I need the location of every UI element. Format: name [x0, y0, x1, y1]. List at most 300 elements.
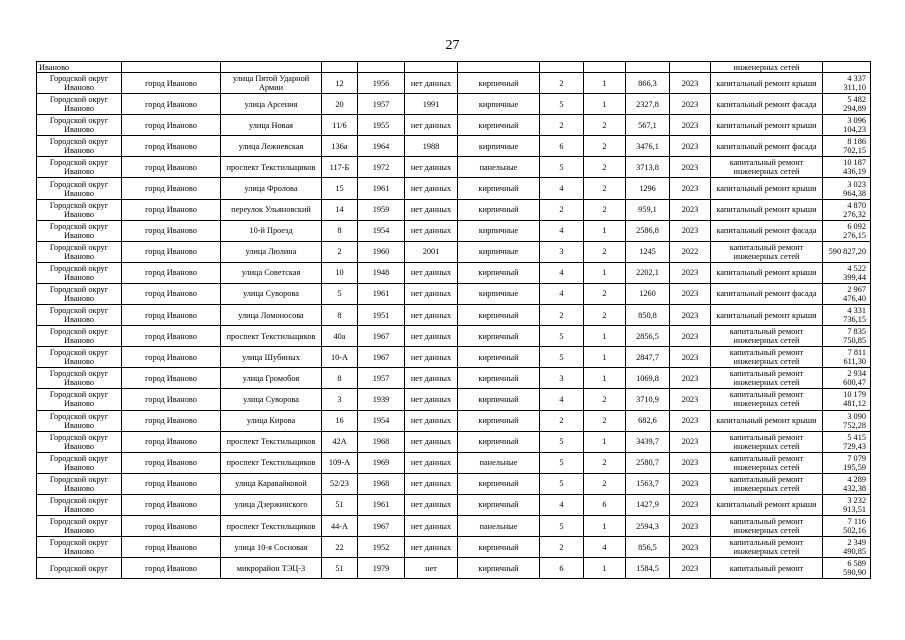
cell-year-renovated: нет данных	[405, 262, 458, 283]
cell-wall-material: кирпичный	[458, 389, 540, 410]
cell-house: 22	[322, 537, 358, 558]
cell-district: Городской округ Иваново	[37, 326, 122, 347]
cell-cost: 4 870 276,32	[823, 199, 871, 220]
cell-area: 3439,7	[626, 431, 670, 452]
cell-wall-material: кирпичный	[458, 558, 540, 579]
cell-year-built: 1968	[358, 431, 405, 452]
cell-house: 51	[322, 494, 358, 515]
cell-city: город Иваново	[122, 94, 221, 115]
cell-plan-year: 2023	[670, 473, 711, 494]
cell-plan-year: 2023	[670, 305, 711, 326]
cell-work-type: капитальный ремонт фасада	[711, 283, 823, 304]
cell-district: Городской округ Иваново	[37, 241, 122, 262]
cell-year-renovated: 1991	[405, 94, 458, 115]
cell-year-built: 1956	[358, 73, 405, 94]
cell-plan-year: 2023	[670, 494, 711, 515]
cell-wall-material: панельные	[458, 515, 540, 536]
cell-year-renovated: нет данных	[405, 473, 458, 494]
cell-area: 1563,7	[626, 473, 670, 494]
cell-entrances: 1	[584, 220, 626, 241]
cell-house: 44-А	[322, 515, 358, 536]
cell-entrances: 1	[584, 368, 626, 389]
cell-plan-year: 2023	[670, 199, 711, 220]
cell-work-type: капитальный ремонт инженерных сетей	[711, 473, 823, 494]
cell-plan-year: 2023	[670, 136, 711, 157]
cell-plan-year: 2022	[670, 241, 711, 262]
cell-entrances: 1	[584, 262, 626, 283]
cell-city: город Иваново	[122, 73, 221, 94]
cell-wall-material: кирпичные	[458, 241, 540, 262]
cell-floors: 2	[540, 410, 584, 431]
cell-house: 16	[322, 410, 358, 431]
table-row	[37, 410, 871, 431]
table-row	[37, 452, 871, 473]
table-row	[37, 241, 871, 262]
table-row	[37, 515, 871, 536]
cell-city: город Иваново	[122, 452, 221, 473]
cell-year-renovated: нет данных	[405, 199, 458, 220]
cell-house: 52/23	[322, 473, 358, 494]
cell-street: проспект Текстильщиков	[221, 452, 322, 473]
table-row	[37, 115, 871, 136]
cell-floors: 2	[540, 305, 584, 326]
table-row	[37, 136, 871, 157]
cell-house: 3	[322, 389, 358, 410]
cell-city: город Иваново	[122, 347, 221, 368]
cell-wall-material: кирпичный	[458, 326, 540, 347]
cell-cost: 3 096 104,23	[823, 115, 871, 136]
cell-wall-material: кирпичные	[458, 94, 540, 115]
cell-cost: 5 415 729,43	[823, 431, 871, 452]
cell-work-type: инженерных сетей	[711, 62, 823, 73]
cell-cost: 3 023 964,38	[823, 178, 871, 199]
table-row	[37, 389, 871, 410]
cell-plan-year: 2023	[670, 410, 711, 431]
cell-work-type: капитальный ремонт инженерных сетей	[711, 537, 823, 558]
cell-cost: 7 811 611,30	[823, 347, 871, 368]
cell-street: проспект Текстильщиков	[221, 326, 322, 347]
cell-area: 850,8	[626, 305, 670, 326]
cell-district: Городской округ Иваново	[37, 283, 122, 304]
cell-house: 14	[322, 199, 358, 220]
cell-city: город Иваново	[122, 410, 221, 431]
cell-street: переулок Ульяновский	[221, 199, 322, 220]
cell-plan-year: 2023	[670, 220, 711, 241]
cell-cost: 3 232 913,51	[823, 494, 871, 515]
cell-house: 12	[322, 73, 358, 94]
cell-house: 5	[322, 283, 358, 304]
cell-cost: 4 337 311,10	[823, 73, 871, 94]
cell-district: Городской округ Иваново	[37, 473, 122, 494]
cell-house: 136а	[322, 136, 358, 157]
cell-year-renovated: 2001	[405, 241, 458, 262]
cell-wall-material: кирпичный	[458, 115, 540, 136]
cell-city: город Иваново	[122, 199, 221, 220]
cell-city: город Иваново	[122, 473, 221, 494]
cell-area: 1427,9	[626, 494, 670, 515]
cell-wall-material: кирпичный	[458, 262, 540, 283]
cell-year-renovated: нет данных	[405, 178, 458, 199]
cell-cost: 590 827,20	[823, 241, 871, 262]
cell-plan-year: 2023	[670, 537, 711, 558]
cell-entrances: 1	[584, 94, 626, 115]
cell-year-renovated: нет данных	[405, 347, 458, 368]
cell-district: Городской округ Иваново	[37, 494, 122, 515]
cell-area: 2327,8	[626, 94, 670, 115]
cell-street: улица Суворова	[221, 389, 322, 410]
cell-city: город Иваново	[122, 241, 221, 262]
cell-plan-year: 2023	[670, 515, 711, 536]
cell-year-built: 1961	[358, 494, 405, 515]
cell-floors: 2	[540, 537, 584, 558]
cell-year-built: 1979	[358, 558, 405, 579]
cell-year-built: 1972	[358, 157, 405, 178]
cell-street: улица Люлина	[221, 241, 322, 262]
table-row	[37, 262, 871, 283]
cell-plan-year: 2023	[670, 262, 711, 283]
cell-street: улица Суворова	[221, 283, 322, 304]
cell-plan-year: 2023	[670, 115, 711, 136]
cell-year-built: 1948	[358, 262, 405, 283]
table-row	[37, 473, 871, 494]
cell-cost: 6 589 590,90	[823, 558, 871, 579]
cell-wall-material: кирпичные	[458, 220, 540, 241]
cell-entrances: 4	[584, 537, 626, 558]
cell-wall-material: кирпичный	[458, 73, 540, 94]
buildings-table	[36, 61, 871, 579]
cell-year-built: 1951	[358, 305, 405, 326]
cell-district: Городской округ Иваново	[37, 305, 122, 326]
cell-wall-material: кирпичный	[458, 199, 540, 220]
cell-district: Городской округ Иваново	[37, 537, 122, 558]
cell-plan-year: 2023	[670, 368, 711, 389]
cell-year-renovated: нет данных	[405, 73, 458, 94]
cell-year-built: 1959	[358, 199, 405, 220]
cell-year-renovated: 1988	[405, 136, 458, 157]
table-row	[37, 283, 871, 304]
cell-area: 1260	[626, 283, 670, 304]
cell-plan-year: 2023	[670, 157, 711, 178]
cell-house: 40а	[322, 326, 358, 347]
cell-city: город Иваново	[122, 537, 221, 558]
table-row	[37, 73, 871, 94]
cell-year-built: 1968	[358, 473, 405, 494]
cell-plan-year: 2023	[670, 347, 711, 368]
cell-district: Городской округ Иваново	[37, 73, 122, 94]
cell-work-type: капитальный ремонт крыши	[711, 410, 823, 431]
cell-entrances: 2	[584, 115, 626, 136]
cell-year-renovated: нет данных	[405, 494, 458, 515]
cell-area: 567,1	[626, 115, 670, 136]
cell-district: Городской округ Иваново	[37, 515, 122, 536]
cell-floors: 4	[540, 262, 584, 283]
cell-year-built: 1967	[358, 347, 405, 368]
cell-entrances: 1	[584, 326, 626, 347]
cell-street: улица Лежневская	[221, 136, 322, 157]
cell-street: улица Фролова	[221, 178, 322, 199]
cell-year-built: 1961	[358, 283, 405, 304]
cell-area: 1584,5	[626, 558, 670, 579]
cell-entrances: 1	[584, 558, 626, 579]
cell-plan-year: 2023	[670, 389, 711, 410]
cell-year-renovated: нет	[405, 558, 458, 579]
cell-work-type: капитальный ремонт инженерных сетей	[711, 157, 823, 178]
cell-house: 11/6	[322, 115, 358, 136]
cell-city: город Иваново	[122, 157, 221, 178]
cell-floors: 3	[540, 368, 584, 389]
table-row	[37, 347, 871, 368]
cell-house: 8	[322, 220, 358, 241]
cell-year-built: 1955	[358, 115, 405, 136]
cell-work-type: капитальный ремонт инженерных сетей	[711, 347, 823, 368]
cell-floors: 6	[540, 136, 584, 157]
cell-street: улица Дзержинского	[221, 494, 322, 515]
cell-cost: 7 116 502,16	[823, 515, 871, 536]
cell-district: Городской округ Иваново	[37, 136, 122, 157]
cell-entrances: 2	[584, 389, 626, 410]
cell-floors: 2	[540, 115, 584, 136]
cell-year-renovated: нет данных	[405, 220, 458, 241]
cell-cost: 10 179 481,12	[823, 389, 871, 410]
cell-city: город Иваново	[122, 115, 221, 136]
cell-year-built: 1952	[358, 537, 405, 558]
cell-entrances: 2	[584, 452, 626, 473]
cell-wall-material: кирпичный	[458, 178, 540, 199]
cell-work-type: капитальный ремонт крыши	[711, 494, 823, 515]
cell-wall-material: кирпичный	[458, 431, 540, 452]
cell-work-type: капитальный ремонт	[711, 558, 823, 579]
table-row	[37, 94, 871, 115]
cell-street: улица Шубиных	[221, 347, 322, 368]
cell-work-type: капитальный ремонт крыши	[711, 199, 823, 220]
cell-year-renovated: нет данных	[405, 326, 458, 347]
cell-year-renovated: нет данных	[405, 283, 458, 304]
cell-year-renovated: нет данных	[405, 115, 458, 136]
cell-district: Городской округ	[37, 558, 122, 579]
table-row	[37, 326, 871, 347]
cell-floors: 4	[540, 494, 584, 515]
cell-plan-year: 2023	[670, 558, 711, 579]
cell-wall-material: панельные	[458, 157, 540, 178]
cell-district: Городской округ Иваново	[37, 431, 122, 452]
cell-district: Городской округ Иваново	[37, 368, 122, 389]
cell-plan-year: 2023	[670, 431, 711, 452]
cell-district: Городской округ Иваново	[37, 220, 122, 241]
cell-area: 866,3	[626, 73, 670, 94]
cell-work-type: капитальный ремонт крыши	[711, 262, 823, 283]
cell-city: город Иваново	[122, 262, 221, 283]
cell-district: Городской округ Иваново	[37, 157, 122, 178]
cell-year-renovated: нет данных	[405, 410, 458, 431]
cell-area: 2594,3	[626, 515, 670, 536]
cell-year-built: 1954	[358, 220, 405, 241]
cell-floors: 5	[540, 515, 584, 536]
continuation-row	[37, 62, 871, 73]
cell-work-type: капитальный ремонт инженерных сетей	[711, 515, 823, 536]
cell-house: 2	[322, 241, 358, 262]
cell-year-renovated: нет данных	[405, 431, 458, 452]
cell-city: город Иваново	[122, 389, 221, 410]
cell-entrances: 1	[584, 347, 626, 368]
cell-street: 10-й Проезд	[221, 220, 322, 241]
cell-floors: 5	[540, 347, 584, 368]
cell-entrances: 2	[584, 241, 626, 262]
cell-plan-year: 2023	[670, 178, 711, 199]
table-row	[37, 220, 871, 241]
cell-cost: 8 186 702,15	[823, 136, 871, 157]
cell-house: 20	[322, 94, 358, 115]
cell-area: 3713,8	[626, 157, 670, 178]
cell-street: улица Ломоносова	[221, 305, 322, 326]
cell-cost: 7 079 195,59	[823, 452, 871, 473]
cell-city: город Иваново	[122, 515, 221, 536]
cell-street: проспект Текстильщиков	[221, 431, 322, 452]
cell-street: проспект Текстильщиков	[221, 515, 322, 536]
cell-plan-year: 2023	[670, 73, 711, 94]
cell-entrances: 1	[584, 515, 626, 536]
cell-city: город Иваново	[122, 178, 221, 199]
cell-street: улица Советская	[221, 262, 322, 283]
cell-area: 3476,1	[626, 136, 670, 157]
cell-work-type: капитальный ремонт фасада	[711, 220, 823, 241]
cell-city: город Иваново	[122, 326, 221, 347]
table-row	[37, 494, 871, 515]
table-row	[37, 305, 871, 326]
table-row	[37, 178, 871, 199]
cell-plan-year: 2023	[670, 452, 711, 473]
cell-floors: 4	[540, 220, 584, 241]
table-row	[37, 558, 871, 579]
cell-street: улица Арсения	[221, 94, 322, 115]
cell-street: улица Пятой Ударной Армии	[221, 73, 322, 94]
cell-street: улица 10-я Сосновая	[221, 537, 322, 558]
cell-wall-material: кирпичный	[458, 347, 540, 368]
cell-house: 42А	[322, 431, 358, 452]
cell-district: Городской округ Иваново	[37, 94, 122, 115]
table-row	[37, 431, 871, 452]
cell-street: проспект Текстильщиков	[221, 157, 322, 178]
cell-floors: 3	[540, 241, 584, 262]
cell-work-type: капитальный ремонт фасада	[711, 94, 823, 115]
cell-wall-material: кирпичный	[458, 494, 540, 515]
cell-floors: 5	[540, 452, 584, 473]
cell-cost: 3 090 752,28	[823, 410, 871, 431]
cell-city: город Иваново	[122, 494, 221, 515]
cell-floors: 5	[540, 326, 584, 347]
page-number: 27	[445, 38, 460, 53]
cell-area: 3710,9	[626, 389, 670, 410]
cell-year-built: 1954	[358, 410, 405, 431]
cell-work-type: капитальный ремонт крыши	[711, 73, 823, 94]
cell-entrances: 1	[584, 431, 626, 452]
table-row	[37, 537, 871, 558]
cell-cost: 5 482 294,89	[823, 94, 871, 115]
cell-street: улица Каравайковой	[221, 473, 322, 494]
cell-street: микрорайон ТЭЦ-3	[221, 558, 322, 579]
cell-floors: 2	[540, 73, 584, 94]
cell-area: 856,5	[626, 537, 670, 558]
cell-year-built: 1961	[358, 178, 405, 199]
cell-plan-year: 2023	[670, 94, 711, 115]
cell-wall-material: панельные	[458, 452, 540, 473]
cell-cost: 2 967 476,40	[823, 283, 871, 304]
cell-plan-year: 2023	[670, 283, 711, 304]
cell-district: Городской округ Иваново	[37, 410, 122, 431]
cell-floors: 5	[540, 431, 584, 452]
cell-city: город Иваново	[122, 136, 221, 157]
cell-wall-material: кирпичный	[458, 368, 540, 389]
cell-area: 2202,1	[626, 262, 670, 283]
cell-district: Городской округ Иваново	[37, 347, 122, 368]
cell-district: Городской округ Иваново	[37, 178, 122, 199]
cell-year-renovated: нет данных	[405, 389, 458, 410]
cell-district: Городской округ Иваново	[37, 115, 122, 136]
cell-cost: 2 934 600,47	[823, 368, 871, 389]
cell-year-renovated: нет данных	[405, 368, 458, 389]
cell-year-built: 1957	[358, 94, 405, 115]
cell-district: Городской округ Иваново	[37, 199, 122, 220]
cell-house: 109-А	[322, 452, 358, 473]
cell-year-built: 1964	[358, 136, 405, 157]
cell-floors: 4	[540, 283, 584, 304]
cell-entrances: 2	[584, 283, 626, 304]
cell-city: город Иваново	[122, 368, 221, 389]
cell-work-type: капитальный ремонт инженерных сетей	[711, 389, 823, 410]
cell-year-built: 1967	[358, 326, 405, 347]
cell-house: 117-Б	[322, 157, 358, 178]
cell-year-renovated: нет данных	[405, 452, 458, 473]
cell-house: 15	[322, 178, 358, 199]
cell-year-built: 1957	[358, 368, 405, 389]
cell-street: улица Громобоя	[221, 368, 322, 389]
cell-wall-material: кирпичный	[458, 410, 540, 431]
cell-entrances: 6	[584, 494, 626, 515]
cell-house: 8	[322, 368, 358, 389]
cell-wall-material: кирпичные	[458, 283, 540, 304]
cell-cost: 2 349 490,85	[823, 537, 871, 558]
cell-area: 2580,7	[626, 452, 670, 473]
cell-work-type: капитальный ремонт инженерных сетей	[711, 431, 823, 452]
cell-area: 2586,8	[626, 220, 670, 241]
cell-wall-material: кирпичный	[458, 473, 540, 494]
cell-entrances: 2	[584, 199, 626, 220]
cell-wall-material: кирпичные	[458, 136, 540, 157]
cell-cost: 4 289 432,38	[823, 473, 871, 494]
table-row	[37, 368, 871, 389]
cell-city: город Иваново	[122, 431, 221, 452]
cell-floors: 5	[540, 473, 584, 494]
cell-cost: 4 522 399,44	[823, 262, 871, 283]
cell-work-type: капитальный ремонт инженерных сетей	[711, 368, 823, 389]
table-row	[37, 157, 871, 178]
cell-year-renovated: нет данных	[405, 515, 458, 536]
cell-floors: 5	[540, 157, 584, 178]
cell-entrances: 2	[584, 410, 626, 431]
cell-work-type: капитальный ремонт инженерных сетей	[711, 241, 823, 262]
cell-cost: 7 835 750,85	[823, 326, 871, 347]
cell-cost: 10 187 436,19	[823, 157, 871, 178]
cell-district: Городской округ Иваново	[37, 262, 122, 283]
cell-year-built: 1960	[358, 241, 405, 262]
cell-year-renovated: нет данных	[405, 537, 458, 558]
cell-district: Городской округ Иваново	[37, 452, 122, 473]
cell-area: 2856,5	[626, 326, 670, 347]
cell-cost: 6 092 276,15	[823, 220, 871, 241]
cell-floors: 4	[540, 389, 584, 410]
cell-area: 682,6	[626, 410, 670, 431]
cell-wall-material: кирпичный	[458, 305, 540, 326]
cell-year-renovated: нет данных	[405, 305, 458, 326]
